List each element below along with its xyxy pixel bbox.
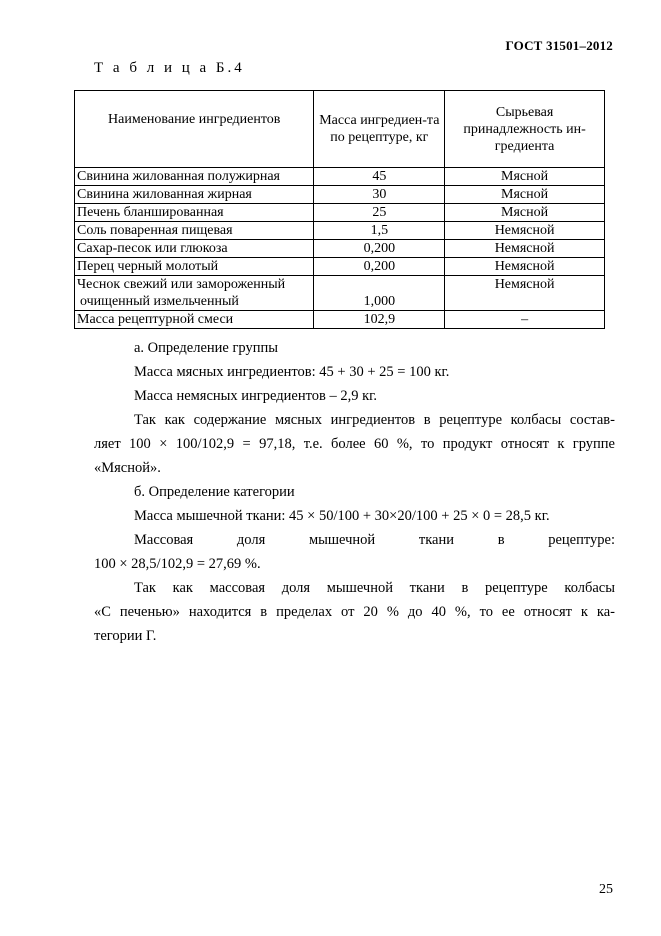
row-name	[75, 276, 314, 311]
row-mass: 102,9	[314, 311, 445, 329]
page-number: 25	[599, 882, 613, 897]
paragraph-nonmeat-mass: Масса немясных ингредиентов – 2,9 кг.	[134, 388, 378, 404]
paragraph-meat-mass: Масса мясных ингредиентов: 45 + 30 + 25 = 100 кг.	[134, 364, 450, 380]
row-type: Немясной	[445, 258, 605, 276]
ingredients-table	[74, 90, 605, 329]
table-row	[75, 186, 605, 204]
row-type: Немясной	[445, 222, 605, 240]
paragraph-group-line: «Мясной».	[94, 460, 161, 476]
row-type: Мясной	[445, 186, 605, 204]
row-type: Немясной	[445, 276, 605, 311]
table-row	[75, 222, 605, 240]
table-caption: Т а б л и ц а Б.4	[94, 60, 245, 76]
paragraph-group-heading: а. Определение группы	[134, 340, 278, 356]
row-mass: 45	[314, 168, 445, 186]
row-name: Свинина жилованная жирная	[75, 186, 314, 204]
row-type: Мясной	[445, 204, 605, 222]
table-header-row	[75, 91, 605, 168]
row-mass: 0,200	[314, 240, 445, 258]
row-name: Сахар-песок или глюкоза	[75, 240, 314, 258]
table-row-total	[75, 311, 605, 329]
paragraph-muscle-mass: Масса мышечной ткани: 45 × 50/100 + 30×20/100 + 25 × 0 = 28,5 кг.	[134, 508, 550, 524]
table-row	[75, 258, 605, 276]
row-mass: 30	[314, 186, 445, 204]
document-standard-header: ГОСТ 31501–2012	[505, 38, 613, 53]
table-row	[75, 240, 605, 258]
row-name: Свинина жилованная полужирная	[75, 168, 314, 186]
paragraph-category-line: Так как массовая доля мышечной ткани в рецептуре колбасы	[134, 580, 615, 596]
body-text	[94, 336, 615, 648]
row-type: Немясной	[445, 240, 605, 258]
column-header-mass: Масса ингредиен-та по рецептуре, кг	[314, 91, 445, 168]
row-mass: 0,200	[314, 258, 445, 276]
paragraph-group-line: ляет 100 × 100/102,9 = 97,18, т.е. более 60 %, то продукт относят к группе	[94, 436, 615, 452]
paragraph-group-line: Так как содержание мясных ингредиентов в рецептуре колбасы состав-	[134, 412, 615, 428]
paragraph-muscle-share-line: 100 × 28,5/102,9 = 27,69 %.	[94, 556, 261, 572]
paragraph-muscle-share-line: Массовая доля мышечной ткани в рецептуре:	[134, 532, 615, 548]
paragraph-category-heading: б. Определение категории	[134, 484, 295, 500]
row-mass: 25	[314, 204, 445, 222]
row-name: Перец черный молотый	[75, 258, 314, 276]
row-name-line: очищенный измельченный	[80, 294, 239, 309]
paragraph-category-line: «С печенью» находится в пределах от 20 % до 40 %, то ее относят к ка-	[94, 604, 615, 620]
table-row	[75, 204, 605, 222]
row-type: Мясной	[445, 168, 605, 186]
row-mass: 1,5	[314, 222, 445, 240]
paragraph-category-line: тегории Г.	[94, 628, 157, 644]
row-name: Печень бланшированная	[75, 204, 314, 222]
column-header-name: Наименование ингредиентов	[75, 91, 314, 168]
row-mass: 1,000	[314, 276, 445, 311]
row-name: Соль поваренная пищевая	[75, 222, 314, 240]
row-type: –	[445, 311, 605, 329]
table-row	[75, 276, 605, 311]
table-row	[75, 168, 605, 186]
column-header-type: Сырьевая принадлежность ин-гредиента	[445, 91, 605, 168]
row-name-line: Чеснок свежий или замороженный	[77, 277, 286, 292]
row-name: Масса рецептурной смеси	[75, 311, 314, 329]
